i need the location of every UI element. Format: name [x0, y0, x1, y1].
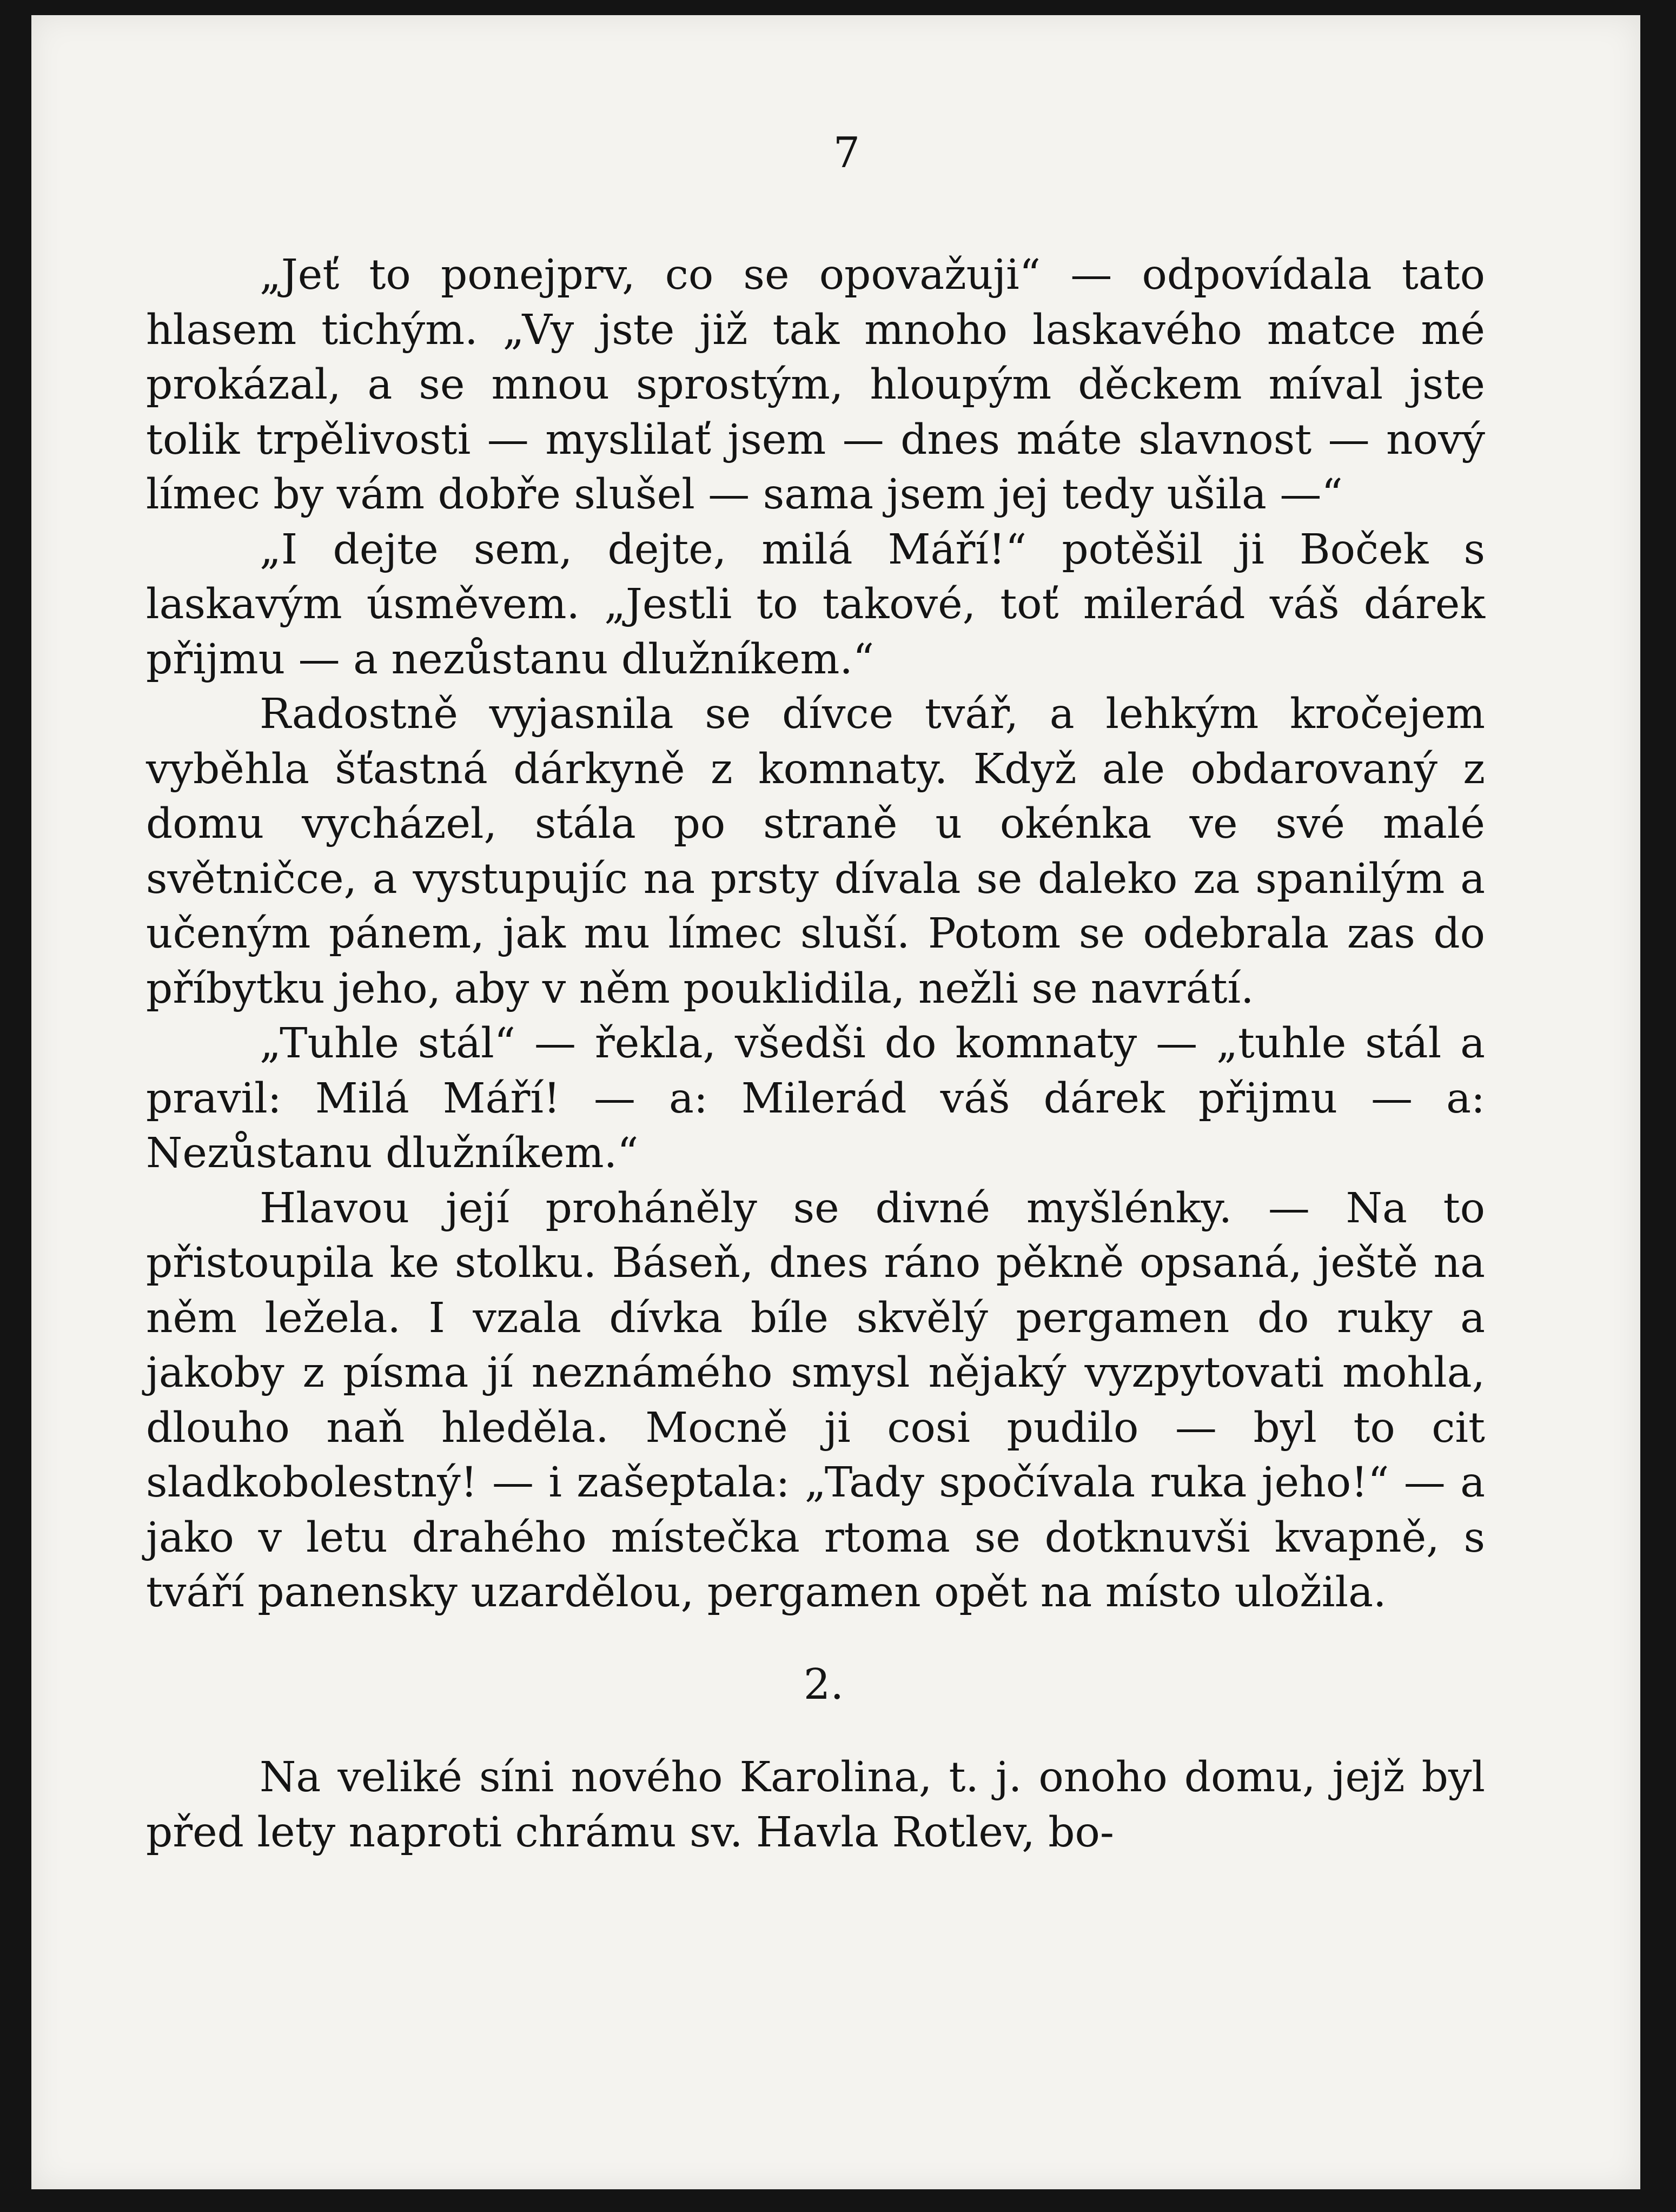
- book-page: [31, 15, 1640, 2189]
- section-heading: 2.: [803, 1660, 844, 1709]
- paragraph: Radostně vyjasnila se dívce tvář, a lehkým kročejem vyběhla šťastná dárkyně z komnaty. Když ale obdarovaný z domu vycházel, stála po straně u okénka ve své malé světničce, a vystupujíc na prsty dívala se daleko za spanilým a učeným pánem, jak mu límec sluší. Potom se odebrala zas do příbytku jeho, aby v něm pouklidila, nežli se navrátí.: [146, 690, 1485, 1013]
- paragraph: Hlavou její proháněly se divné myšlénky. — Na to přistoupila ke stolku. Báseň, dnes ráno pěkně opsaná, ještě na něm ležela. I vzala dívka bíle skvělý pergamen do ruky a jakoby z písma jí neznámého smysl nějaký vyzpytovati mohla, dlouho naň hleděla. Mocně ji cosi pudilo — byl to cit sladkobolestný! — i zašeptala: „Tady spočívala ruka jeho!“ — a jako v letu drahého místečka rtoma se dotknuvši kvapně, s tváří panensky uzardělou, pergamen opět na místo uložila.: [146, 1184, 1485, 1617]
- page-number: 7: [833, 129, 860, 177]
- paragraph: „I dejte sem, dejte, milá Máří!“ potěšil ji Boček s laskavým úsměvem. „Jestli to takové, toť milerád váš dárek přijmu — a nezůstanu dlužníkem.“: [146, 525, 1485, 684]
- body-text: [146, 248, 1485, 1860]
- paragraph: Na veliké síni nového Karolina, t. j. onoho domu, jejž byl před lety naproti chrámu sv. Havla Rotlev, bo-: [146, 1753, 1485, 1857]
- paragraph: „Jeť to ponejprv, co se opovažuji“ — odpovídala tato hlasem tichým. „Vy jste již tak mnoho laskavého matce mé prokázal, a se mnou sprostým, hloupým děckem míval jste tolik trpělivosti — myslilať jsem — dnes máte slavnost — nový límec by vám dobře slušel — sama jsem jej tedy ušila —“: [146, 251, 1485, 519]
- paragraph: „Tuhle stál“ — řekla, všedši do komnaty — „tuhle stál a pravil: Milá Máří! — a: Milerád váš dárek přijmu — a: Nezůstanu dlužníkem.“: [146, 1019, 1485, 1177]
